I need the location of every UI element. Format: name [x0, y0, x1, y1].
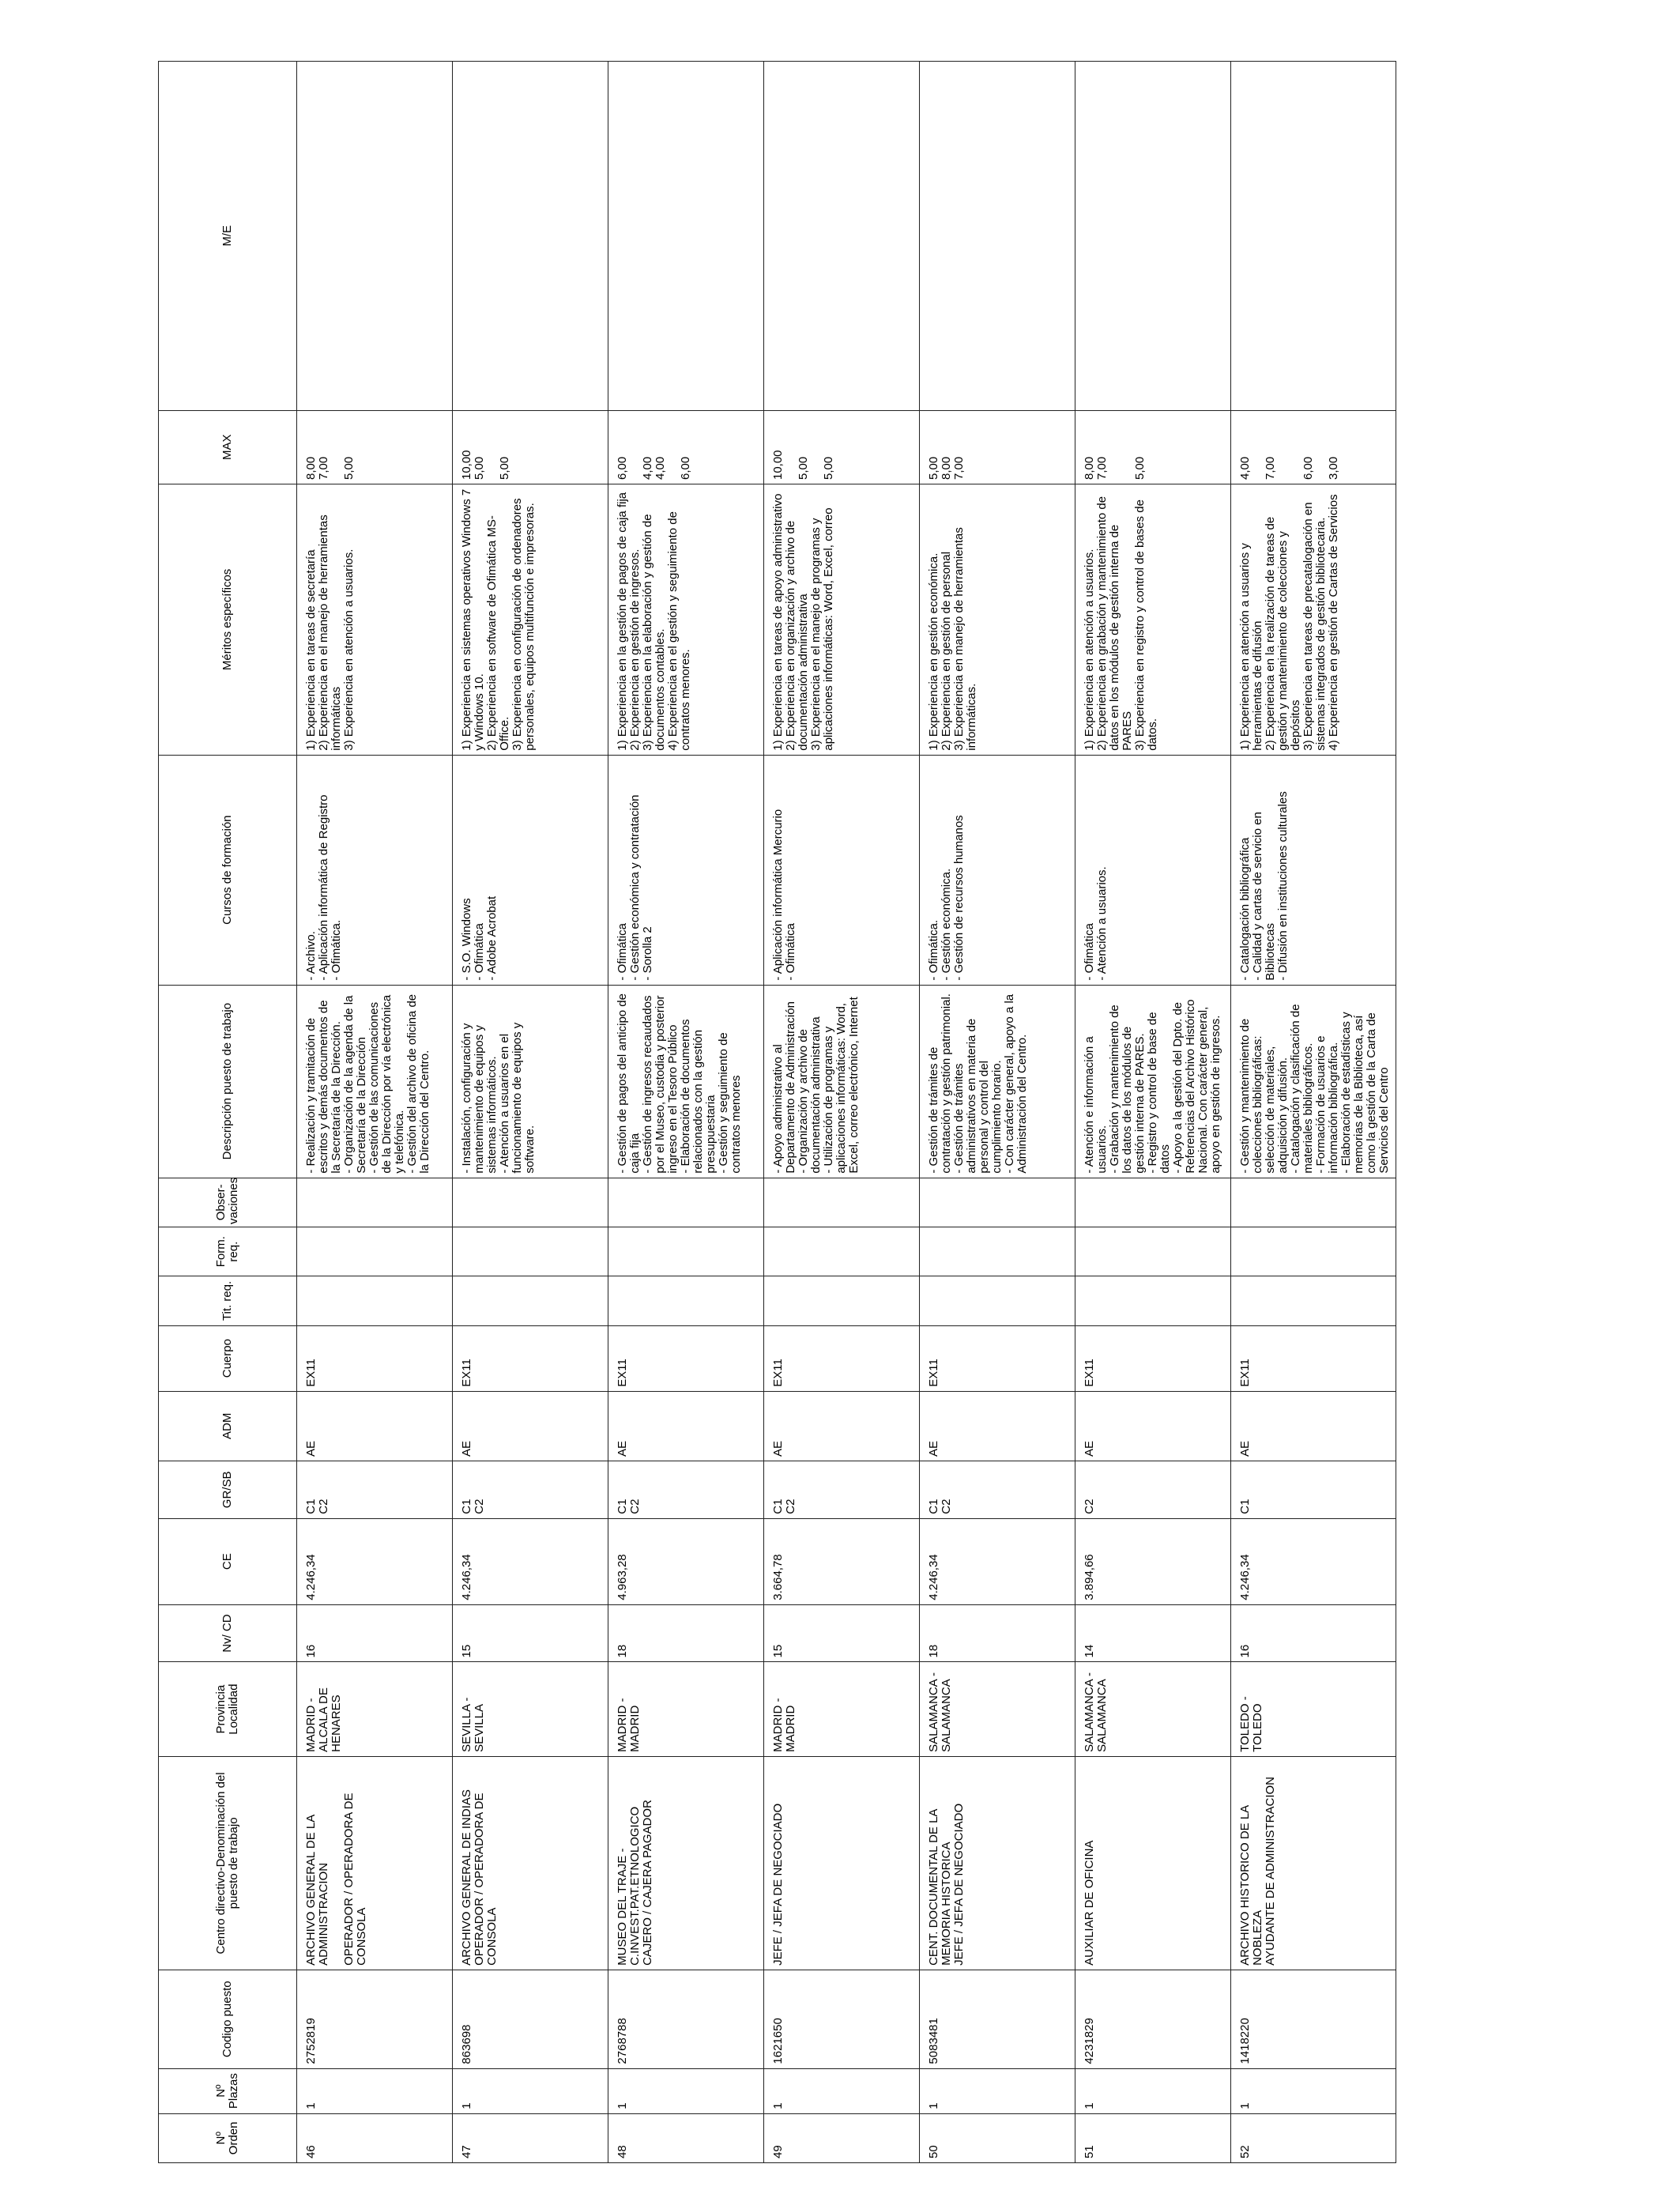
cell-centro: ARCHIVO GENERAL DE INDIAS OPERADOR / OPERADORA DE CONSOLA: [453, 1756, 608, 1970]
rotated-table-stage: [158, 61, 1573, 2163]
cell-me: [1231, 62, 1396, 411]
header-codigo: Codigo puesto: [159, 1970, 297, 2068]
cell-codigo: 4231829: [1075, 1970, 1231, 2068]
cell-codigo: 2752819: [297, 1970, 453, 2068]
cell-plazas: 1: [1231, 2068, 1396, 2113]
cell-descripcion: - Atención e información a usuarios. - Grabación y mantenimiento de los datos de los módulos de gestión interna de PARES. - Registro y control de base de datos - Apoyo a la gestión del Dpto. de Referencias del Archivo Histórico Nacional. Con carácter general, apoyo en gestión de ingresos.: [1075, 985, 1231, 1178]
cell-formacion: [608, 1227, 764, 1276]
table-row: [297, 62, 453, 2163]
header-cursos: Cursos de formación: [159, 755, 297, 985]
cell-me: [453, 62, 608, 411]
cell-nivel: 15: [453, 1604, 608, 1662]
cell-max: 4,00 7,00 6,00 3,00: [1231, 410, 1396, 484]
cell-codigo: 1418220: [1231, 1970, 1396, 2068]
cell-codigo: 2768788: [608, 1970, 764, 2068]
cell-descripcion: - Instalación, configuración y mantenimiento de equipos y sistemas informáticos. - Atención a usuarios en el funcionamiento de equipos y software.: [453, 985, 608, 1178]
cell-nivel: 15: [764, 1604, 920, 1662]
cell-grupo: C1 C2: [297, 1461, 453, 1518]
cell-provincia: TOLEDO - TOLEDO: [1231, 1662, 1396, 1756]
cell-ce: 4.963,28: [608, 1518, 764, 1604]
cell-cursos: - Aplicación informática Mercurio - Ofimática: [764, 755, 920, 985]
cell-me: [920, 62, 1075, 411]
cell-max: 8,00 7,00 5,00: [297, 410, 453, 484]
header-descripcion: Descripción puesto de trabajo: [159, 985, 297, 1178]
cell-formacion: [453, 1227, 608, 1276]
cell-cursos: - Ofimática - Atención a usuarios.: [1075, 755, 1231, 985]
cell-observaciones: [608, 1178, 764, 1227]
cell-titulacion: [608, 1276, 764, 1325]
cell-grupo: C1 C2: [608, 1461, 764, 1518]
cell-orden: 50: [920, 2113, 1075, 2162]
cell-descripcion: - Gestión de pagos del anticipo de caja fija - Gestión de ingresos recaudados por el Museo, custodia y posterior ingreso en el Tesoro Público - Elaboración de documentos relacionados con la gestión presupuestaria - Gestión y seguimiento de contratos menores: [608, 985, 764, 1178]
header-max: MAX: [159, 410, 297, 484]
cell-descripcion: - Gestión de trámites de contratación y gestión patrimonial. - Gestión de trámites administrativos en materia de personal y control del cumplimiento horario. - Con carácter general, apoyo a la Administración del Centro.: [920, 985, 1075, 1178]
cell-cuerpo: EX11: [297, 1325, 453, 1391]
header-nivel: Nv/ CD: [159, 1604, 297, 1662]
cell-max: 10,00 5,00 5,00: [453, 410, 608, 484]
header-cuerpo: Cuerpo: [159, 1325, 297, 1391]
cell-provincia: MADRID - MADRID: [608, 1662, 764, 1756]
cell-nivel: 16: [297, 1604, 453, 1662]
header-adm: ADM: [159, 1391, 297, 1461]
table-row: [764, 62, 920, 2163]
cell-plazas: 1: [1075, 2068, 1231, 2113]
cell-orden: 46: [297, 2113, 453, 2162]
cell-me: [1075, 62, 1231, 411]
cell-orden: 49: [764, 2113, 920, 2162]
header-grupo: GR/SB: [159, 1461, 297, 1518]
cell-codigo: 1621650: [764, 1970, 920, 2068]
cell-ce: 4.246,34: [1231, 1518, 1396, 1604]
cell-ce: 3.894,66: [1075, 1518, 1231, 1604]
cell-me: [764, 62, 920, 411]
cell-formacion: [920, 1227, 1075, 1276]
cell-orden: 48: [608, 2113, 764, 2162]
cell-centro: ARCHIVO GENERAL DE LA ADMINISTRACION OPERADOR / OPERADORA DE CONSOLA: [297, 1756, 453, 1970]
cell-ce: 4.246,34: [920, 1518, 1075, 1604]
cell-nivel: 18: [920, 1604, 1075, 1662]
cell-orden: 47: [453, 2113, 608, 2162]
table-row: [1231, 62, 1396, 2163]
cell-formacion: [1231, 1227, 1396, 1276]
cell-formacion: [1075, 1227, 1231, 1276]
cell-adm: AE: [1075, 1391, 1231, 1461]
cell-adm: AE: [764, 1391, 920, 1461]
cell-centro: MUSEO DEL TRAJE -C.INVEST.PAT.ETNOLOGICO CAJERO / CAJERA PAGADOR: [608, 1756, 764, 1970]
cell-me: [297, 62, 453, 411]
cell-adm: AE: [1231, 1391, 1396, 1461]
cell-observaciones: [453, 1178, 608, 1227]
cell-provincia: SEVILLA - SEVILLA: [453, 1662, 608, 1756]
cell-observaciones: [1231, 1178, 1396, 1227]
header-titulacion: Tit. req.: [159, 1276, 297, 1325]
cell-observaciones: [297, 1178, 453, 1227]
cell-cuerpo: EX11: [1231, 1325, 1396, 1391]
cell-centro: ARCHIVO HISTORICO DE LA NOBLEZA AYUDANTE DE ADMINISTRACION: [1231, 1756, 1396, 1970]
header-meritos: Méritos específicos: [159, 484, 297, 756]
cell-max: 6,00 4,00 4,00 6,00: [608, 410, 764, 484]
cell-titulacion: [453, 1276, 608, 1325]
header-row: [159, 62, 297, 2163]
cell-cuerpo: EX11: [608, 1325, 764, 1391]
cell-titulacion: [1231, 1276, 1396, 1325]
table-row: [1075, 62, 1231, 2163]
table-body: [297, 62, 1396, 2163]
header-orden: Nº Orden: [159, 2113, 297, 2162]
cell-descripcion: - Apoyo administrativo al Departamento de Administración - Organización y archivo de documentación administrativa - Utilización de programas y aplicaciones informáticas: Word, Excel, correo electrónico, Internet: [764, 985, 920, 1178]
cell-cursos: - Catalogación bibliográfica - Calidad y cartas de servicio en Bibliotecas - Difusión en instituciones culturales: [1231, 755, 1396, 985]
cell-cursos: - Ofimática. - Gestión económica. - Gestión de recursos humanos: [920, 755, 1075, 985]
cell-meritos: 1) Experiencia en sistemas operativos Windows 7 y Windows 10. 2) Experiencia en software de Ofimática MS-Office. 3) Experiencia en configuración de ordenadores personales, equipos multifunción e impresoras.: [453, 484, 608, 756]
cell-adm: AE: [297, 1391, 453, 1461]
cell-meritos: 1) Experiencia en gestión económica. 2) Experiencia en gestión de personal 3) Experiencia en manejo de herramientas informáticas.: [920, 484, 1075, 756]
cell-meritos: 1) Experiencia en atención a usuarios y herramientas de difusión 2) Experiencia en la realización de tareas de gestión y mantenimiento de colecciones y depósitos 3) Experiencia en tareas de precatalogación en sistemas integrados de gestión bibliotecaria. 4) Experiencia en gestión de Cartas de Servicios: [1231, 484, 1396, 756]
cell-me: [608, 62, 764, 411]
cell-titulacion: [297, 1276, 453, 1325]
cell-grupo: C2: [1075, 1461, 1231, 1518]
cell-provincia: MADRID - MADRID: [764, 1662, 920, 1756]
cell-centro: CENT. DOCUMENTAL DE LA MEMORIA HISTORICA JEFE / JEFA DE NEGOCIADO: [920, 1756, 1075, 1970]
cell-grupo: C1 C2: [453, 1461, 608, 1518]
cell-ce: 4.246,34: [297, 1518, 453, 1604]
cell-titulacion: [920, 1276, 1075, 1325]
cell-plazas: 1: [764, 2068, 920, 2113]
cell-nivel: 14: [1075, 1604, 1231, 1662]
cell-cuerpo: EX11: [1075, 1325, 1231, 1391]
cell-grupo: C1 C2: [764, 1461, 920, 1518]
job-positions-table: [158, 61, 1396, 2163]
cell-cuerpo: EX11: [453, 1325, 608, 1391]
cell-plazas: 1: [608, 2068, 764, 2113]
cell-codigo: 863698: [453, 1970, 608, 2068]
cell-centro: AUXILIAR DE OFICINA: [1075, 1756, 1231, 1970]
cell-meritos: 1) Experiencia en la gestión de pagos de caja fija 2) Experiencia en gestión de ingresos. 3) Experiencia en la elaboración y gestión de documentos contables. 4) Experiencia en el gestión y seguimiento de contratos menores.: [608, 484, 764, 756]
cell-adm: AE: [453, 1391, 608, 1461]
cell-nivel: 16: [1231, 1604, 1396, 1662]
cell-observaciones: [920, 1178, 1075, 1227]
cell-adm: AE: [920, 1391, 1075, 1461]
cell-ce: 3.664,78: [764, 1518, 920, 1604]
cell-plazas: 1: [297, 2068, 453, 2113]
cell-cursos: - Ofimática - Gestión económica y contratación - Sorolla 2: [608, 755, 764, 985]
table-row: [453, 62, 608, 2163]
table-row: [920, 62, 1075, 2163]
cell-max: 10,00 5,00 5,00: [764, 410, 920, 484]
cell-meritos: 1) Experiencia en tareas de apoyo administrativo 2) Experiencia en organización y archivo de documentación administrativa 3) Experiencia en el manejo de programas y aplicaciones informáticas: Word, Excel, correo: [764, 484, 920, 756]
header-observaciones: Obser-vaciones: [159, 1178, 297, 1227]
cell-titulacion: [764, 1276, 920, 1325]
header-provincia: Provincia Localidad: [159, 1662, 297, 1756]
cell-nivel: 18: [608, 1604, 764, 1662]
cell-grupo: C1 C2: [920, 1461, 1075, 1518]
cell-grupo: C1: [1231, 1461, 1396, 1518]
cell-formacion: [764, 1227, 920, 1276]
cell-titulacion: [1075, 1276, 1231, 1325]
cell-plazas: 1: [920, 2068, 1075, 2113]
cell-cursos: - Archivo. - Aplicación informática de Registro - Ofimática.: [297, 755, 453, 985]
header-me: M/E: [159, 62, 297, 411]
cell-ce: 4.246,34: [453, 1518, 608, 1604]
cell-orden: 52: [1231, 2113, 1396, 2162]
cell-descripcion: - Realización y tramitación de escritos y demás documentos de la Secretaría de la Dirección. - Organización de la agenda de la Secretaría de la Dirección - Gestión de las comunicaciones de la Dirección por vía electrónica y telefónica. - Gestión del archivo de oficina de la Dirección del Centro.: [297, 985, 453, 1178]
cell-cuerpo: EX11: [764, 1325, 920, 1391]
cell-cursos: - S.O. Windows - Ofimática - Adobe Acrobat: [453, 755, 608, 985]
cell-orden: 51: [1075, 2113, 1231, 2162]
cell-centro: JEFE / JEFA DE NEGOCIADO: [764, 1756, 920, 1970]
cell-max: 8,00 7,00 5,00: [1075, 410, 1231, 484]
header-centro: Centro directivo-Denominación del puesto de trabajo: [159, 1756, 297, 1970]
header-plazas: Nº Plazas: [159, 2068, 297, 2113]
table-row: [608, 62, 764, 2163]
cell-plazas: 1: [453, 2068, 608, 2113]
cell-observaciones: [764, 1178, 920, 1227]
cell-provincia: SALAMANCA - SALAMANCA: [920, 1662, 1075, 1756]
header-formacion: Form. req.: [159, 1227, 297, 1276]
cell-provincia: SALAMANCA - SALAMANCA: [1075, 1662, 1231, 1756]
header-ce: CE: [159, 1518, 297, 1604]
cell-meritos: 1) Experiencia en atención a usuarios. 2) Experiencia en grabación y mantenimiento de datos en los módulos de gestión interna de PARES 3) Experiencia en registro y control de bases de datos.: [1075, 484, 1231, 756]
cell-descripcion: - Gestión y mantenimiento de colecciones bibliográficas: selección de materiales, adquisición y difusión. - Catalogación y clasificación de materiales bibliográficos. - Formación de usuarios e información bibliográfica. - Elaboración de estadísticas y memorias de la Biblioteca, así como la gestión de la Carta de Servicios del Centro: [1231, 985, 1396, 1178]
cell-codigo: 5083481: [920, 1970, 1075, 2068]
cell-max: 5,00 8,00 7,00: [920, 410, 1075, 484]
cell-adm: AE: [608, 1391, 764, 1461]
cell-cuerpo: EX11: [920, 1325, 1075, 1391]
cell-provincia: MADRID - ALCALA DE HENARES: [297, 1662, 453, 1756]
cell-meritos: 1) Experiencia en tareas de secretaría 2) Experiencia en el manejo de herramientas informáticas 3) Experiencia en atención a usuarios.: [297, 484, 453, 756]
cell-formacion: [297, 1227, 453, 1276]
cell-observaciones: [1075, 1178, 1231, 1227]
